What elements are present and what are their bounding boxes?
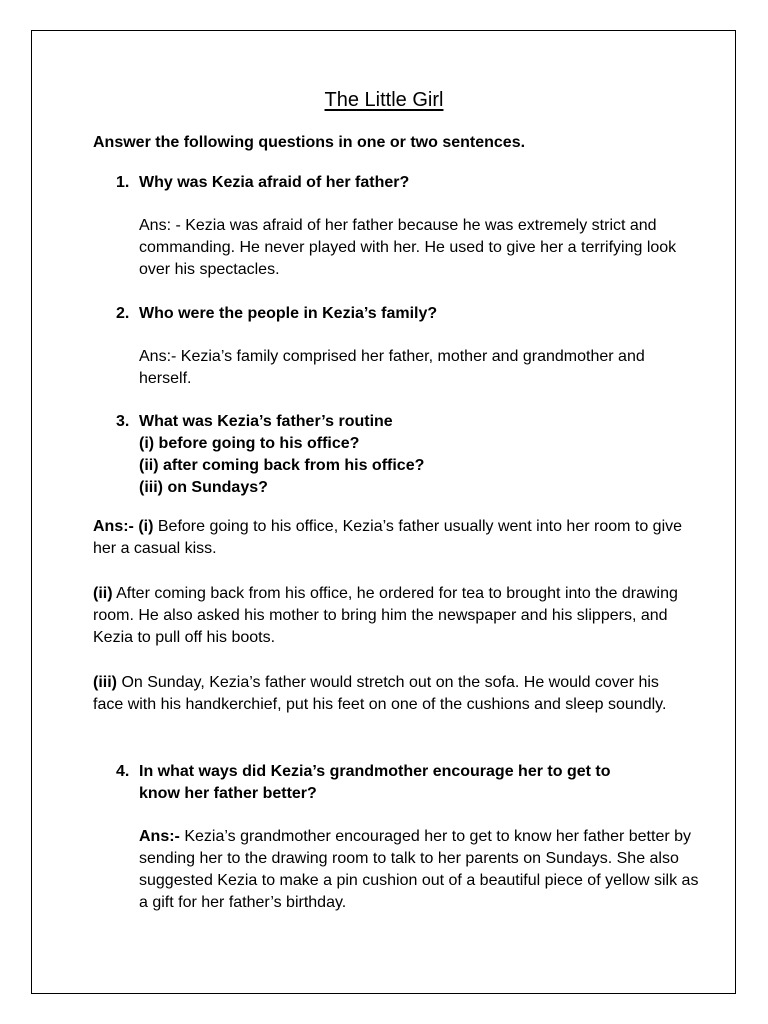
answer-2: Ans:- Kezia’s family comprised her father, mother and grandmother and herself.	[139, 348, 645, 387]
answer-text: Before going to his office, Kezia’s father usually went into her room to give her a casual kiss.	[93, 518, 683, 557]
question-2	[116, 303, 706, 325]
answer-4	[139, 826, 699, 914]
answer-3-part-3	[93, 672, 683, 716]
question-text: In what ways did Kezia’s grandmother encourage her to get to	[139, 763, 611, 780]
answer-3-part-2	[93, 583, 683, 649]
answer-part-label: (ii)	[93, 585, 113, 602]
question-text: What was Kezia’s father’s routine	[139, 413, 393, 430]
answer-part-label: (i)	[138, 518, 154, 535]
question-text: know her father better?	[139, 785, 317, 802]
answer-prefix: Ans:-	[139, 828, 180, 845]
answer-1: Ans: - Kezia was afraid of her father because he was extremely strict and commanding. He never played with her. He used to give her a terrifying look over his spectacles.	[139, 217, 677, 278]
question-text: Why was Kezia afraid of her father?	[139, 174, 410, 191]
question-4	[116, 761, 706, 805]
answer-text: Kezia’s grandmother encouraged her to get to know her father better by sending her to the drawing room to talk to her parents on Sundays. She also suggested Kezia to make a pin cushion out of a beautiful piece of yellow silk as a gift for her father’s birthday.	[139, 828, 699, 911]
question-subpart: (iii) on Sundays?	[139, 479, 268, 496]
instruction-text: Answer the following questions in one or two sentences.	[93, 134, 526, 151]
question-subpart: (i) before going to his office?	[139, 435, 360, 452]
answer-part-label: (iii)	[93, 674, 117, 691]
question-3	[116, 411, 706, 499]
answer-3-part-1	[93, 516, 683, 560]
question-1	[116, 172, 706, 194]
page-title: The Little Girl	[324, 89, 444, 111]
answer-text: After coming back from his office, he ordered for tea to brought into the drawing room. He also asked his mother to bring him the newspaper and his slippers, and Kezia to pull off his boots.	[93, 585, 678, 646]
question-subpart: (ii) after coming back from his office?	[139, 457, 425, 474]
answer-prefix: Ans:-	[93, 518, 139, 535]
question-number: 4.	[116, 763, 130, 780]
question-number: 1.	[116, 174, 130, 191]
question-text: Who were the people in Kezia’s family?	[139, 305, 438, 322]
question-number: 2.	[116, 305, 130, 322]
answer-text: On Sunday, Kezia’s father would stretch out on the sofa. He would cover his face with his handkerchief, put his feet on one of the cushions and sleep soundly.	[93, 674, 667, 713]
question-number: 3.	[116, 413, 130, 430]
